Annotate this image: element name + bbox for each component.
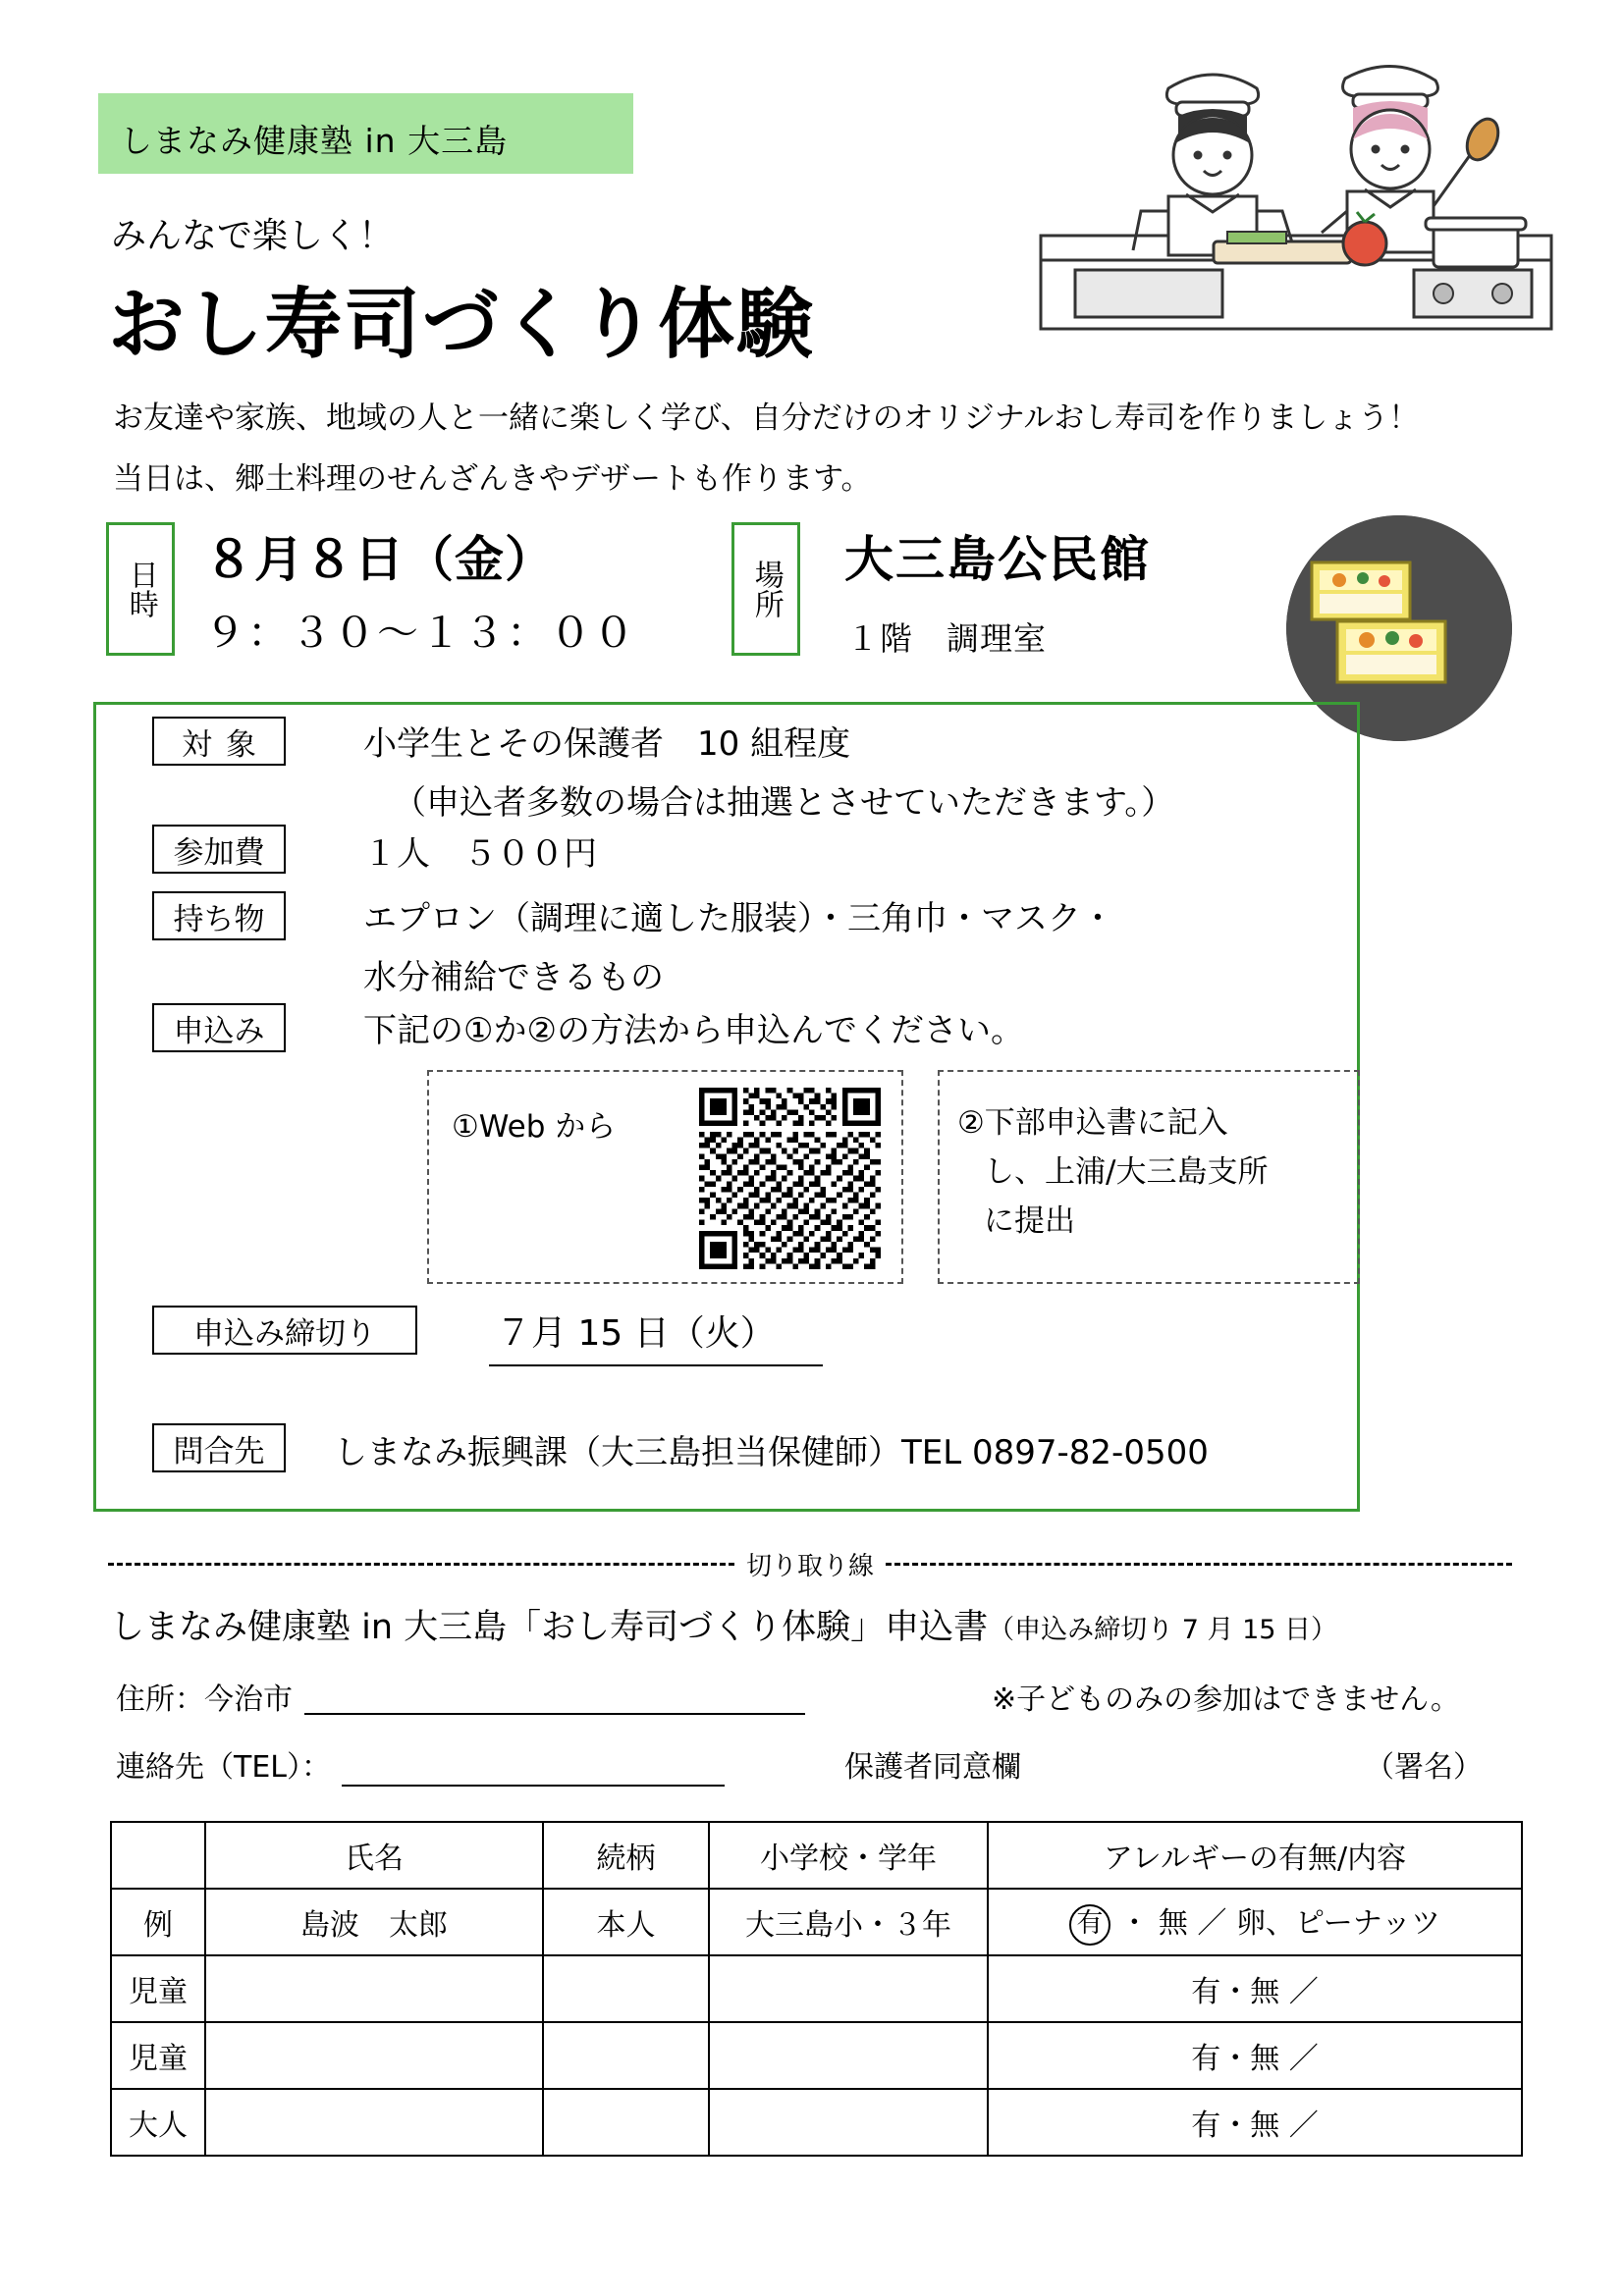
subtitle-line-1: お友達や家族、地域の人と一緒に楽しく学び、自分だけのオリジナルおし寿司を作りましょう！ [113, 400, 1420, 436]
guardian-consent-label: 保護者同意欄 [844, 1750, 1021, 1785]
cut-line-right [886, 1563, 1512, 1566]
tag-deadline: 申込み締切り [152, 1306, 417, 1355]
tel-input-line[interactable] [342, 1785, 725, 1787]
event-place: 大三島公民館 [844, 531, 1151, 588]
cut-line-label: 切り取り線 [746, 1552, 875, 1581]
event-time: ９：３０～１３：００ [204, 609, 637, 657]
cut-line [108, 1546, 1512, 1582]
target-line-2: （申込者多数の場合は抽選とさせていただきます。） [393, 783, 1175, 823]
form-title-note: （申込み締切り 7 月 15 日） [988, 1615, 1338, 1645]
col-header-school: 小学校・学年 [709, 1822, 988, 1889]
place-label-text: 場所 [748, 560, 784, 618]
col-header-relation: 続柄 [543, 1822, 709, 1889]
subtitle-line-2: 当日は、郷土料理のせんざんきやデザートも作ります。 [113, 461, 872, 497]
tel-label: 連絡先（TEL）： [116, 1750, 331, 1785]
cell-school[interactable] [709, 2089, 988, 2156]
table-row[interactable] [111, 2022, 1522, 2089]
tag-target: 対象 [152, 717, 286, 766]
apply-line-1: 下記の①か②の方法から申込んでください。 [363, 1011, 1024, 1050]
row-label: 例 [111, 1889, 205, 1955]
col-header-name: 氏名 [205, 1822, 543, 1889]
qr-code-icon[interactable] [699, 1088, 881, 1269]
event-date: ８月８日（金） [204, 531, 555, 588]
participation-note: ※子どものみの参加はできません。 [992, 1682, 1460, 1717]
cell-name[interactable] [205, 2022, 543, 2089]
form-title [110, 1600, 1337, 1649]
cooking-kids-illustration [1021, 49, 1571, 344]
contact-value: しまなみ振興課（大三島担当保健師）TEL 0897-82-0500 [334, 1433, 1209, 1472]
apply-paper-line-3: に提出 [984, 1203, 1075, 1239]
cell-allergy[interactable]: 有・無 ／ [988, 2089, 1522, 2156]
bring-line-1: エプロン（調理に適した服装）・三角巾・マスク・ [363, 899, 1114, 938]
cell-school[interactable] [709, 2022, 988, 2089]
cell-relation: 本人 [543, 1889, 709, 1955]
allergy-rest-text: ・ 無 ／ 卵、ピーナッツ [1119, 1906, 1441, 1942]
col-header-0 [111, 1822, 205, 1889]
cell-allergy[interactable]: 有・無 ／ [988, 2022, 1522, 2089]
bring-line-2: 水分補給できるもの [363, 958, 664, 997]
table-row[interactable] [111, 1955, 1522, 2022]
cell-allergy [988, 1889, 1522, 1955]
target-line-1: 小学生とその保護者 10 組程度 [363, 724, 851, 764]
cell-name[interactable] [205, 2089, 543, 2156]
address-input-line[interactable] [304, 1713, 805, 1715]
table-row[interactable] [111, 2089, 1522, 2156]
fee-value: １人 ５００円 [363, 834, 597, 874]
allergy-yes-circled: 有 [1069, 1904, 1110, 1946]
signature-label: （署名） [1365, 1750, 1483, 1785]
col-header-allergy: アレルギーの有無/内容 [988, 1822, 1522, 1889]
tag-contact: 問合先 [152, 1423, 286, 1472]
tag-apply: 申込み [152, 1003, 286, 1052]
tag-bring: 持ち物 [152, 891, 286, 940]
banner-title: しまなみ健康塾 in 大三島 [120, 122, 509, 160]
row-label: 児童 [111, 1955, 205, 2022]
event-place-detail: １階 調理室 [846, 619, 1047, 658]
cell-relation[interactable] [543, 2022, 709, 2089]
cell-name[interactable] [205, 1955, 543, 2022]
deadline-underline [489, 1364, 823, 1366]
cell-relation[interactable] [543, 1955, 709, 2022]
cell-relation[interactable] [543, 2089, 709, 2156]
row-label: 児童 [111, 2022, 205, 2089]
applicant-table [110, 1821, 1523, 2157]
lead-text: みんなで楽しく！ [111, 216, 395, 256]
cell-name: 島波 太郎 [205, 1889, 543, 1955]
cut-line-left [108, 1563, 734, 1566]
table-header-row [111, 1822, 1522, 1889]
datetime-label-text: 日時 [123, 560, 158, 618]
apply-paper-line-2: し、上浦/大三島支所 [984, 1154, 1269, 1190]
cell-school[interactable] [709, 1955, 988, 2022]
cell-school: 大三島小・３年 [709, 1889, 988, 1955]
deadline-value: ７月 15 日（火） [496, 1313, 776, 1354]
table-row [111, 1889, 1522, 1955]
row-label: 大人 [111, 2089, 205, 2156]
address-label: 住所：今治市 [116, 1682, 293, 1717]
cell-allergy[interactable]: 有・無 ／ [988, 1955, 1522, 2022]
apply-paper-line-1: ②下部申込書に記入 [957, 1105, 1228, 1141]
place-label [731, 522, 800, 656]
apply-web-label: ①Web から [452, 1109, 617, 1145]
form-title-main: しまなみ健康塾 in 大三島「おし寿司づくり体験」申込書 [110, 1608, 989, 1647]
page-title: おし寿司づくり体験 [108, 281, 816, 369]
datetime-label [106, 522, 175, 656]
tag-fee: 参加費 [152, 825, 286, 874]
